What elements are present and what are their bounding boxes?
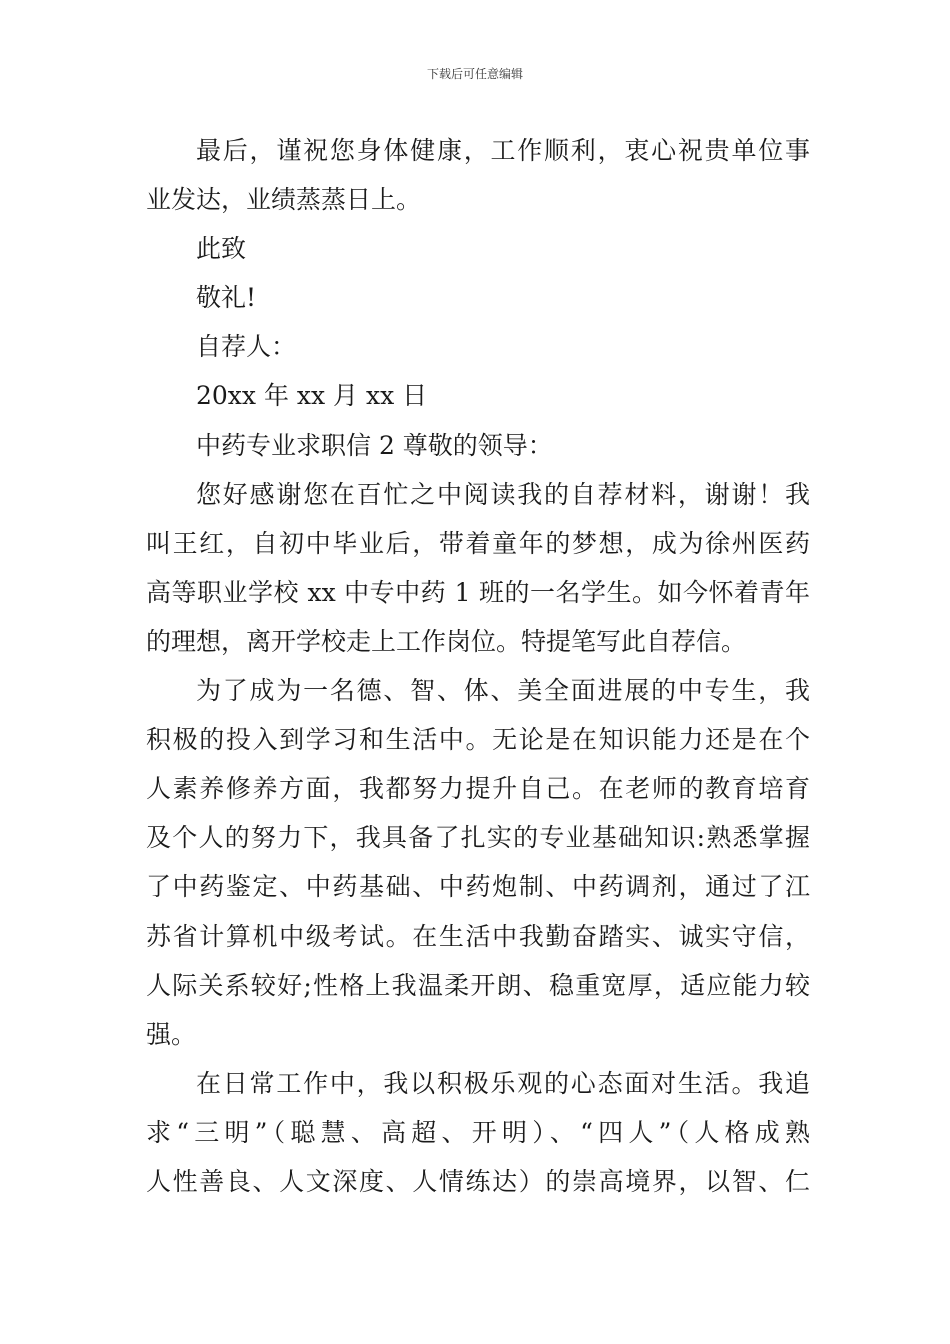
paragraph-line: 苏省计算机中级考试。在生活中我勤奋踏实、诚实守信， [146, 921, 810, 951]
paragraph-line: 及个人的努力下，我具备了扎实的专业基础知识:熟悉掌握 [146, 823, 810, 853]
paragraph-line: 人性善良、人文深度、人情练达）的崇高境界，以智、仁 [146, 1166, 810, 1196]
intro-paragraph [146, 470, 810, 666]
paragraph-line: 的理想，离开学校走上工作岗位。特提笔写此自荐信。 [146, 626, 747, 656]
paragraph-line: 强。 [146, 1019, 197, 1049]
paragraph-line: 为了成为一名德、智、体、美全面进展的中专生，我 [196, 676, 810, 706]
paragraph-line: 高等职业学校 xx 中专中药 1 班的一名学生。如今怀着青年 [146, 577, 810, 607]
paragraph-line: 您好感谢您在百忙之中阅读我的自荐材料，谢谢！我 [196, 479, 810, 509]
paragraph-line: 人际关系较好;性格上我温柔开朗、稳重宽厚，适应能力较 [146, 970, 810, 1000]
document-body [146, 126, 810, 1206]
paragraph-line: 在日常工作中，我以积极乐观的心态面对生活。我追 [196, 1068, 810, 1098]
letter-date: 20xx 年 xx 月 xx 日 [196, 381, 428, 411]
paragraph-line: 求“三明”（聪慧、高超、开明）、“四人”（人格成熟 [146, 1117, 810, 1147]
respect-line: 敬礼! [196, 283, 257, 313]
closing-wish-line-1: 最后，谨祝您身体健康，工作顺利，衷心祝贵单位事 [196, 136, 810, 165]
salutation: 此致 [196, 234, 247, 264]
signer-label: 自荐人： [196, 332, 297, 362]
paragraph-line: 了中药鉴定、中药基础、中药炮制、中药调剂，通过了江 [146, 872, 810, 902]
paragraph-line: 积极的投入到学习和生活中。无论是在知识能力还是在个 [146, 725, 810, 755]
development-paragraph [146, 666, 810, 1059]
letter-2-title: 中药专业求职信 2 尊敬的领导： [196, 430, 553, 460]
closing-wish-line-2: 业发达，业绩蒸蒸日上。 [146, 185, 422, 215]
paragraph-line: 叫王红，自初中毕业后，带着童年的梦想，成为徐州医药 [146, 528, 810, 558]
page-header: 下载后可任意编辑 [426, 67, 523, 81]
attitude-paragraph [146, 1059, 810, 1206]
paragraph-line: 人素养修养方面，我都努力提升自己。在老师的教育培育 [146, 774, 810, 804]
